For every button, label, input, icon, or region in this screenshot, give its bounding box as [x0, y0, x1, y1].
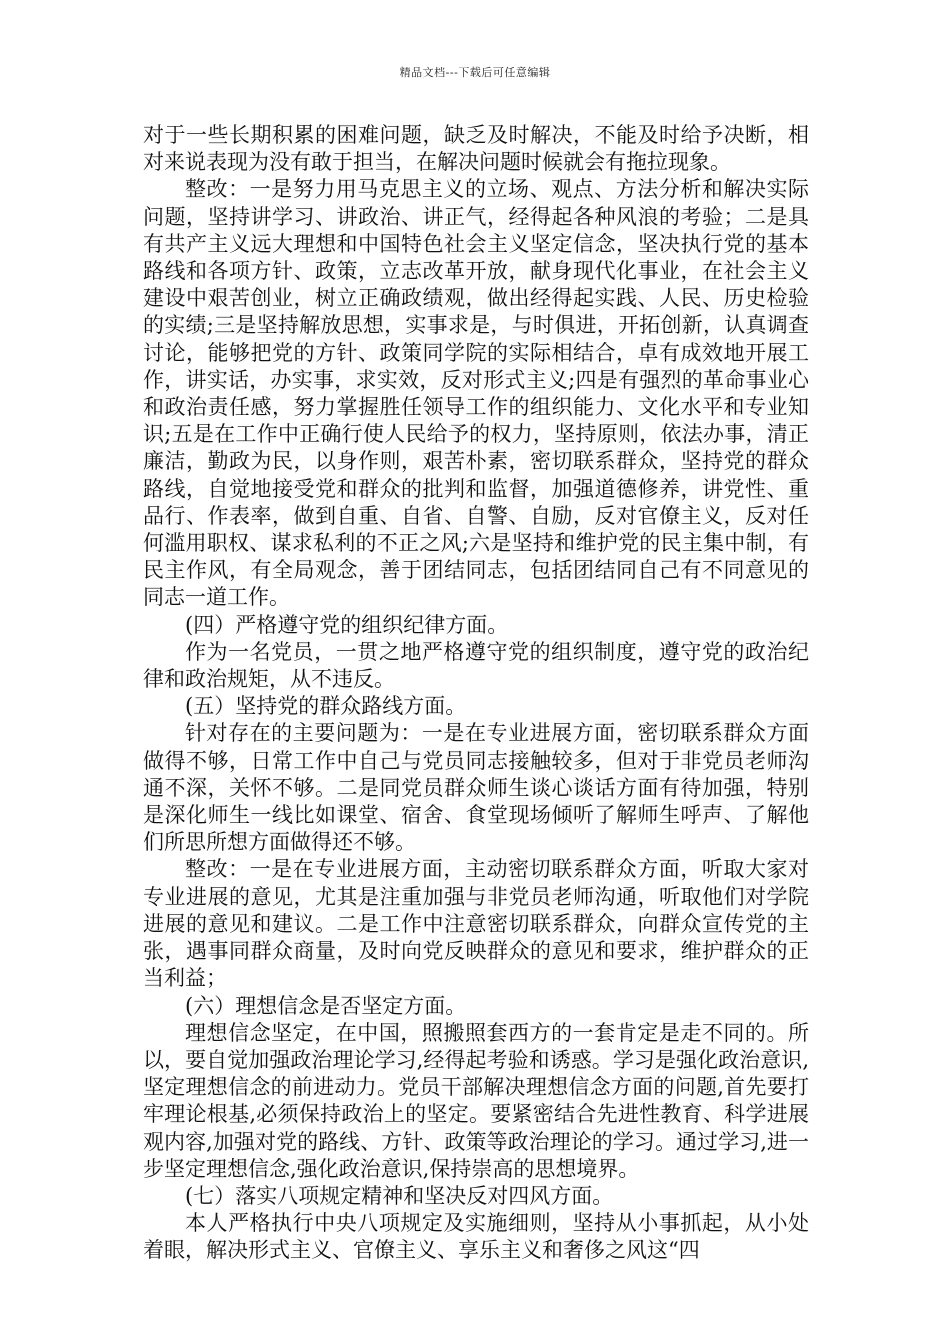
section-heading-5: (五）坚持党的群众路线方面。: [185, 694, 467, 719]
document-body: [143, 122, 809, 1265]
section-heading-6: (六）理想信念是否坚定方面。: [185, 993, 467, 1018]
paragraph-ideals-beliefs: 理想信念坚定，在中国，照搬照套西方的一套肯定是走不同的。所以，要自觉加强政治理论学习,经得起考验和诱惑。学习是强化政治意识,坚定理想信念的前进动力。党员干部解决理想信念方面的问题,首先要打牢理论根基,必须保持政治上的坚定。要紧密结合先进性教育、科学进展观内容,加强对党的路线、方针、政策等政治理论的学习。通过学习,进一步坚定理想信念,强化政治意识,保持崇高的思想境界。: [143, 1020, 809, 1181]
paragraph-continuation: 对于一些长期积累的困难问题，缺乏及时解决，不能及时给予决断，相对来说表现为没有敢于担当，在解决问题时候就会有拖拉现象。: [143, 123, 809, 175]
paragraph-eight-regulations: 本人严格执行中央八项规定及实施细则，坚持从小事抓起，从小处着眼，解决形式主义、官僚主义、享乐主义和奢侈之风这“四: [143, 1211, 809, 1263]
paragraph-rectification-1: 整改：一是努力用马克思主义的立场、观点、方法分析和解决实际问题，坚持讲学习、讲政治、讲正气，经得起各种风浪的考验；二是具有共产主义远大理想和中国特色社会主义坚定信念，坚决执行党的基本路线和各项方针、政策，立志改革开放，献身现代化事业，在社会主义建设中艰苦创业，树立正确政绩观，做出经得起实践、人民、历史检验的实绩;三是坚持解放思想，实事求是，与时俱进，开拓创新，认真调查讨论，能够把党的方针、政策同学院的实际相结合，卓有成效地开展工作，讲实话，办实事，求实效，反对形式主义;四是有强烈的革命事业心和政治责任感，努力掌握胜任领导工作的组织能力、文化水平和专业知识;五是在工作中正确行使人民给予的权力，坚持原则，依法办事，清正廉洁，勤政为民，以身作则，艰苦朴素，密切联系群众，坚持党的群众路线，自觉地接受党和群众的批判和监督，加强道德修养，讲党性、重品行、作表率，做到自重、自省、自警、自励，反对官僚主义，反对任何滥用职权、谋求私利的不正之风;六是坚持和维护党的民主集中制，有民主作风，有全局观念，善于团结同志，包括团结同自己有不同意见的同志一道工作。: [143, 177, 809, 610]
section-heading-4: (四）严格遵守党的组织纪律方面。: [185, 612, 509, 637]
paragraph-rectification-2: 整改：一是在专业进展方面，主动密切联系群众方面，听取大家对专业进展的意见，尤其是注重加强与非党员老师沟通，听取他们对学院进展的意见和建议。二是工作中注意密切联系群众，向群众宣传党的主张，遇事同群众商量，及时向党反映群众的意见和要求，维护群众的正当利益；: [143, 857, 809, 991]
paragraph-main-problems: 针对存在的主要问题为：一是在专业进展方面，密切联系群众方面做得不够，日常工作中自己与党员同志接触较多，但对于非党员老师沟通不深，关怀不够。二是同党员群众师生谈心谈话方面有待加强，特别是深化师生一线比如课堂、宿舍、食堂现场倾听了解师生呼声、了解他们所思所想方面做得还不够。: [143, 721, 809, 855]
section-heading-7: (七）落实八项规定精神和坚决反对四风方面。: [185, 1183, 614, 1208]
paragraph-organization-discipline: 作为一名党员，一贯之地严格遵守党的组织制度，遵守党的政治纪律和政治规矩，从不违反。: [143, 639, 809, 692]
page-header: 精品文档---下载后可任意编辑: [399, 66, 551, 79]
